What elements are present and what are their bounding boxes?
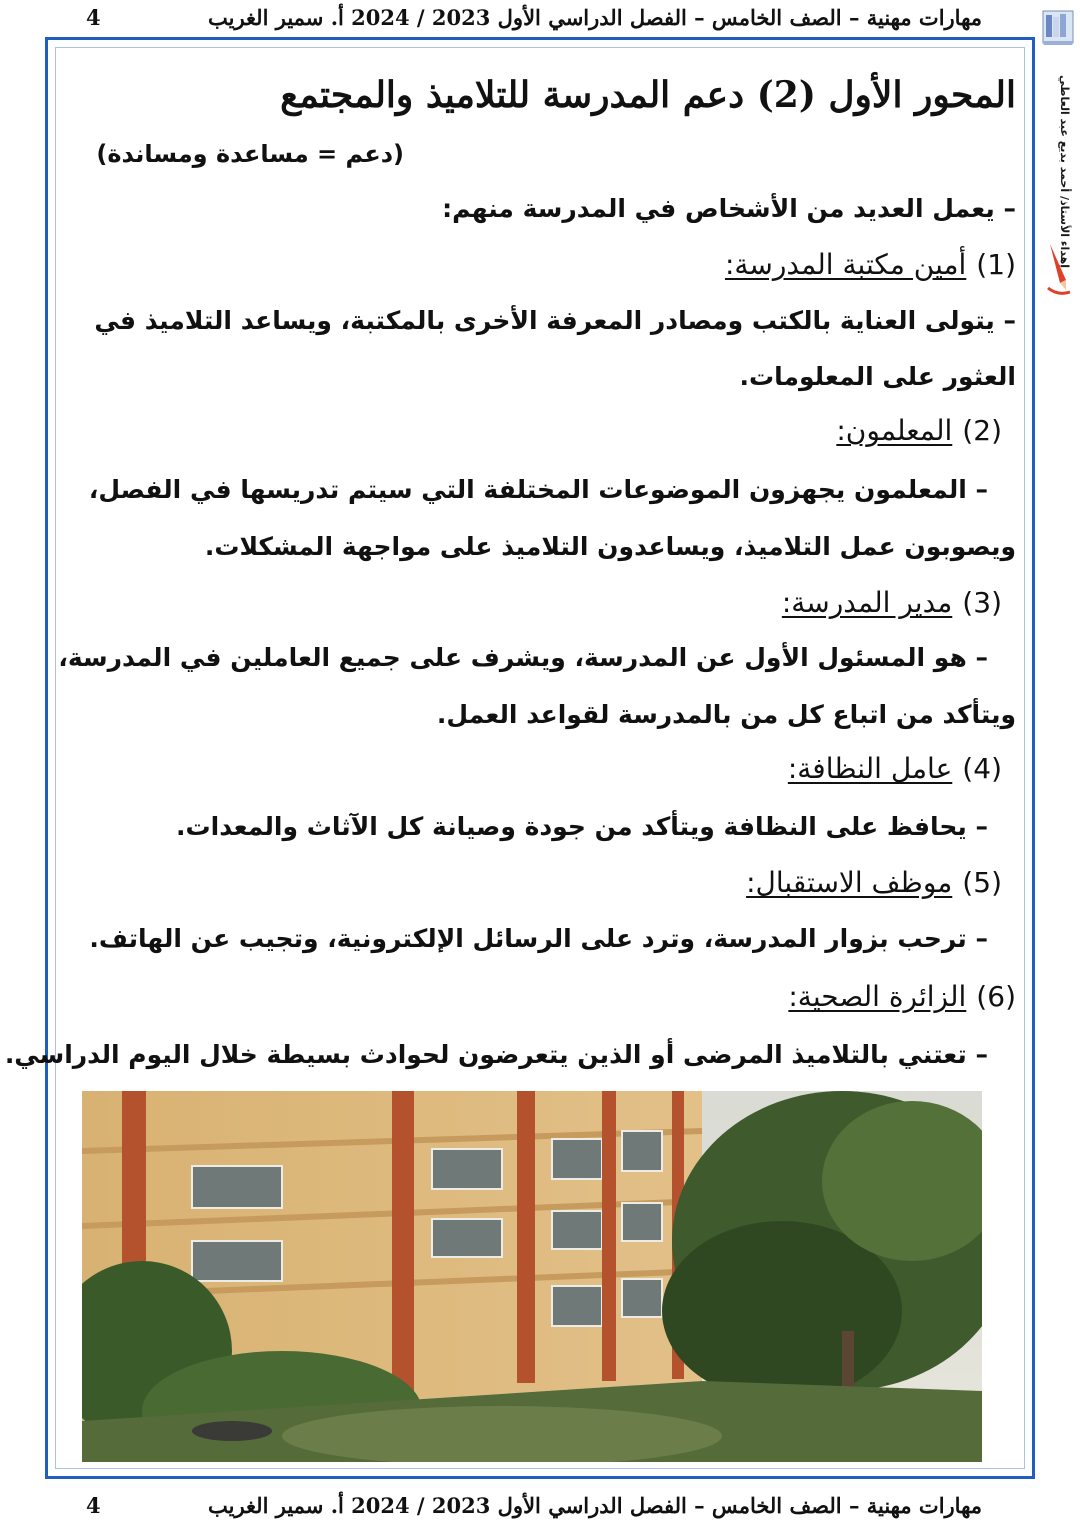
intro-text: – يعمل العديد من الأشخاص في المدرسة منهم: xyxy=(442,194,1016,223)
side-credit-text: إهداء الأستاذ/ أحمد بديع عبد العاطي xyxy=(1058,75,1071,268)
section-heading-receptionist xyxy=(746,866,1002,899)
section-line: ويتأكد من اتباع كل من بالمدرسة لقواعد العمل. xyxy=(436,700,1016,729)
section-title: المعلمون: xyxy=(836,414,953,447)
section-number: (3) xyxy=(962,586,1002,619)
section-number: (2) xyxy=(962,414,1002,447)
pencil-icon xyxy=(1044,240,1074,300)
section-title: عامل النظافة: xyxy=(787,752,953,785)
section-number: (6) xyxy=(976,980,1016,1013)
section-title: مدير المدرسة: xyxy=(781,586,953,619)
header-title: مهارات مهنية – الصف الخامس – الفصل الدراسي الأول 2023 / 2024 أ. سمير الغريب xyxy=(208,5,982,30)
lesson-title: المحور الأول (2) دعم المدرسة للتلاميذ والمجتمع xyxy=(280,74,1016,116)
section-heading-teachers xyxy=(836,414,1002,447)
section-line: – يحافظ على النظافة ويتأكد من جودة وصيانة كل الآثاث والمعدات. xyxy=(176,812,988,841)
header-page-number: 4 xyxy=(86,5,101,30)
section-line: – يتولى العناية بالكتب ومصادر المعرفة الأخرى بالمكتبة، ويساعد التلاميذ في xyxy=(94,306,1016,335)
section-line: – المعلمون يجهزون الموضوعات المختلفة التي سيتم تدريسها في الفصل، xyxy=(88,475,988,504)
section-number: (5) xyxy=(962,866,1002,899)
section-line: – تعتني بالتلاميذ المرضى أو الذين يتعرضون لحوادث بسيطة خلال اليوم الدراسي. xyxy=(4,1040,988,1069)
section-line: – هو المسئول الأول عن المدرسة، ويشرف على جميع العاملين في المدرسة، xyxy=(58,643,988,672)
section-title: أمين مكتبة المدرسة: xyxy=(724,248,967,281)
footer-title: مهارات مهنية – الصف الخامس – الفصل الدراسي الأول 2023 / 2024 أ. سمير الغريب xyxy=(208,1493,982,1518)
section-heading-principal xyxy=(782,586,1002,619)
section-line: العثور على المعلومات. xyxy=(739,362,1016,391)
section-heading-cleaner xyxy=(788,752,1002,785)
section-heading-nurse xyxy=(788,980,1016,1013)
school-building-photo xyxy=(82,1091,982,1462)
page-header xyxy=(0,0,1080,36)
books-logo-icon xyxy=(1040,5,1076,47)
definition-note: (دعم = مساعدة ومساندة) xyxy=(96,140,404,168)
section-title: الزائرة الصحية: xyxy=(788,980,967,1013)
footer-page-number: 4 xyxy=(86,1493,101,1518)
section-number: (4) xyxy=(962,752,1002,785)
section-title: موظف الاستقبال: xyxy=(746,866,953,899)
section-number: (1) xyxy=(976,248,1016,281)
section-line: ويصوبون عمل التلاميذ، ويساعدون التلاميذ على مواجهة المشكلات. xyxy=(204,532,1016,561)
section-line: – ترحب بزوار المدرسة، وترد على الرسائل الإلكترونية، وتجيب عن الهاتف. xyxy=(89,924,988,953)
page-footer xyxy=(0,1488,1080,1524)
section-heading-librarian xyxy=(725,248,1016,281)
side-credit-band xyxy=(1038,5,1078,305)
